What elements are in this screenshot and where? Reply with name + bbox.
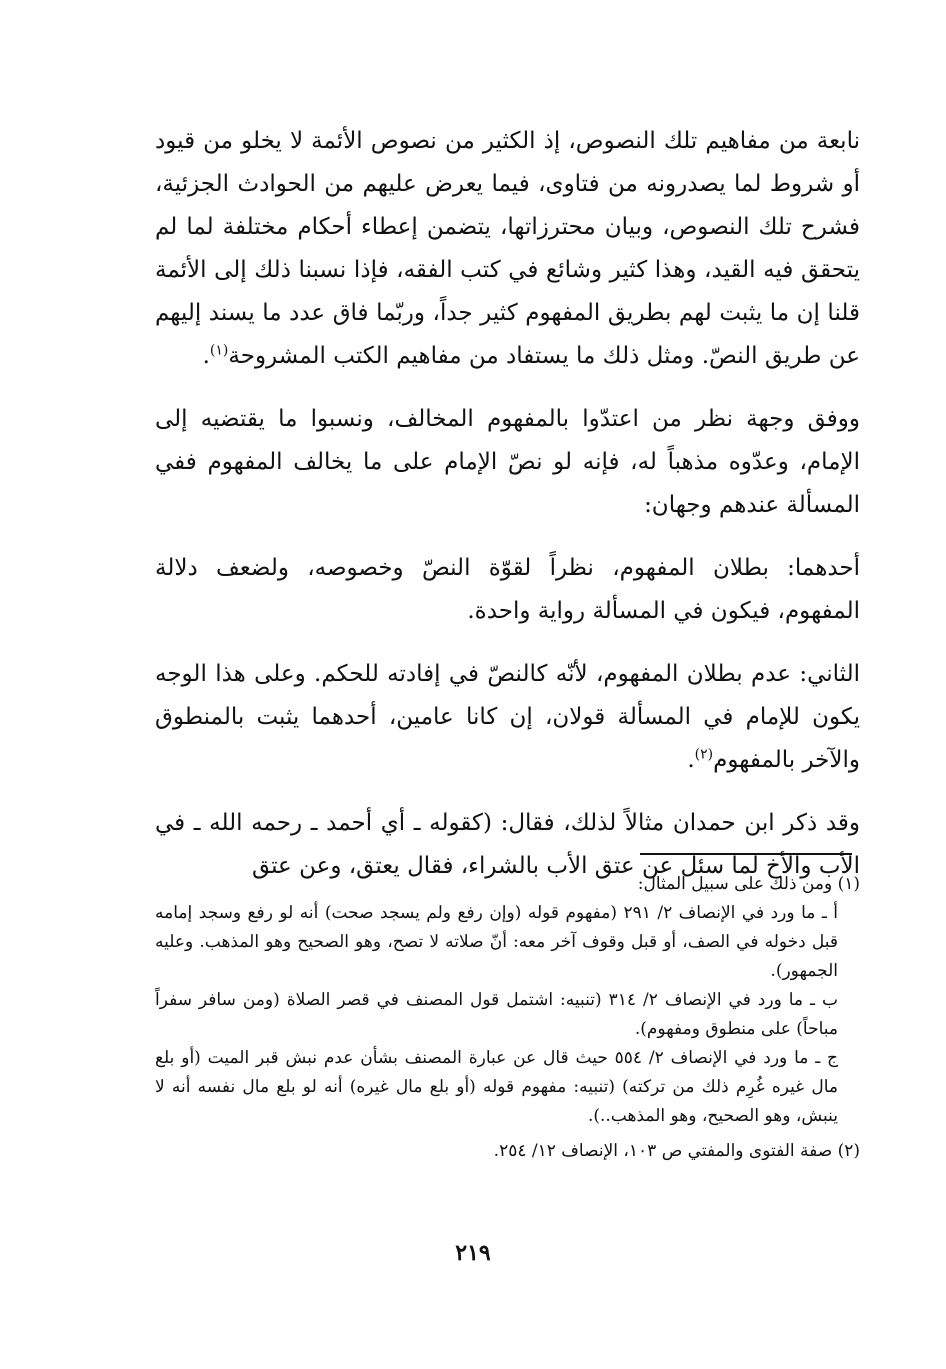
paragraph-3 — [155, 547, 860, 633]
paragraph-4 — [155, 653, 860, 782]
footnote-line: (ومن سافر سفراً مباحاً) على منطوق ومفهوم). — [155, 990, 838, 1039]
text-line: فشرح تلك النصوص، وبيان محترزاتها، يتضمن إعطاء أحكام مختلفة لما لم — [155, 214, 860, 240]
text-line: الله ـ في الأب والأخ لما سئل عن عتق الأب بالشراء، فقال يعتق، وعن عتق — [155, 810, 860, 879]
page-number: ٢١٩ — [455, 1240, 491, 1266]
text-line: أحدهما: بطلان المفهوم، نظراً لقوّة النصّ وخصوصه، ولضعف دلالة — [155, 555, 860, 581]
main-text — [155, 120, 860, 888]
text-line: نابعة من مفاهيم تلك النصوص، إذ الكثير من نصوص الأئمة لا يخلو من قيود — [155, 128, 860, 154]
text-line: الإمام، وعدّوه مذهباً له، فإنه لو نصّ الإمام على ما يخالف المفهوم ففي — [155, 449, 860, 475]
footnote-marker-2[interactable]: (٢) — [694, 746, 714, 763]
text-line-end: . — [202, 343, 210, 369]
footnotes — [155, 870, 860, 1166]
text-line: المسألة عندهم وجهان: — [644, 492, 860, 518]
footnote-line: أ ـ ما ورد في الإنصاف ٢/ ٢٩١ (مفهوم قوله (وإن رفع ولم يسجد صحت) أنه لو — [279, 903, 838, 923]
footnote-line: وهو الصحيح وهو المذهب. وعليه الجمهور). — [155, 932, 838, 981]
footnote-marker-1[interactable]: (١) — [209, 342, 229, 359]
footnote-1-item-b — [155, 986, 860, 1044]
footnote-line: الميت (أو بلع مال غيره غُرِم ذلك من تركته) (تنبيه: مفهوم قوله (أو بلع مال غيره) أنه — [155, 1048, 838, 1097]
text-line: بالمنطوق والآخر بالمفهوم — [155, 704, 860, 773]
footnote-line: ج ـ ما ورد في الإنصاف ٢/ ٥٥٤ حيث قال عن عبارة المصنف بشأن عدم نبش قبر — [256, 1048, 838, 1068]
text-line: قلنا إن ما يثبت لهم بطريق المفهوم كثير جداً، وربّما فاق عدد ما يسند إليهم عن — [155, 300, 860, 369]
footnote-separator — [640, 853, 852, 855]
footnote-line: رفع وسجد إمامه قبل دخوله في الصف، أو قبل وقوف آخر معه: أنّ صلاته لا تصح، — [155, 903, 839, 952]
paragraph-1 — [155, 120, 860, 378]
text-line: يتحقق فيه القيد، وهذا كثير وشائع في كتب الفقه، فإذا نسبنا ذلك إلى الأئمة — [155, 257, 860, 283]
paragraph-2 — [155, 398, 860, 527]
text-line: طريق النصّ. ومثل ذلك ما يستفاد من مفاهيم الكتب المشروحة — [228, 343, 822, 369]
text-line: الثاني: عدم بطلان المفهوم، لأنّه كالنصّ في إفادته للحكم. وعلى هذا — [215, 661, 861, 687]
text-line: ووفق وجهة نظر من اعتدّوا بالمفهوم المخالف، ونسبوا ما يقتضيه إلى — [155, 406, 860, 432]
text-line-end: . — [687, 747, 695, 773]
footnote-2: (٢) صفة الفتوى والمفتي ص ١٠٣، الإنصاف ١٢/ ٢٥٤. — [493, 1141, 860, 1161]
text-line: المفهوم، فيكون في المسألة رواية واحدة. — [467, 598, 860, 624]
text-line: الوجه يكون للإمام في المسألة قولان، إن كانا عامين، أحدهما يثبت — [155, 661, 860, 730]
footnote-line: ب ـ ما ورد في الإنصاف ٢/ ٣١٤ (تنبيه: اشتمل قول المصنف في قصر الصلاة — [286, 990, 838, 1010]
text-line: وقد ذكر ابن حمدان مثالاً لذلك، فقال: (كقوله ـ أي أحمد ـ رحمه — [251, 810, 860, 836]
footnote-1-item-a — [155, 899, 860, 986]
text-line: أو شروط لما يصدرونه من فتاوى، فيما يعرض عليهم من الحوادث الجزئية، — [155, 171, 860, 197]
footnote-1-item-c — [155, 1044, 860, 1131]
footnote-line: لو بلع مال نفسه أنه لا ينبش، وهو الصحيح، وهو المذهب..). — [155, 1077, 838, 1126]
footnote-1-title: (١) ومن ذلك على سبيل المثال: — [637, 874, 860, 894]
